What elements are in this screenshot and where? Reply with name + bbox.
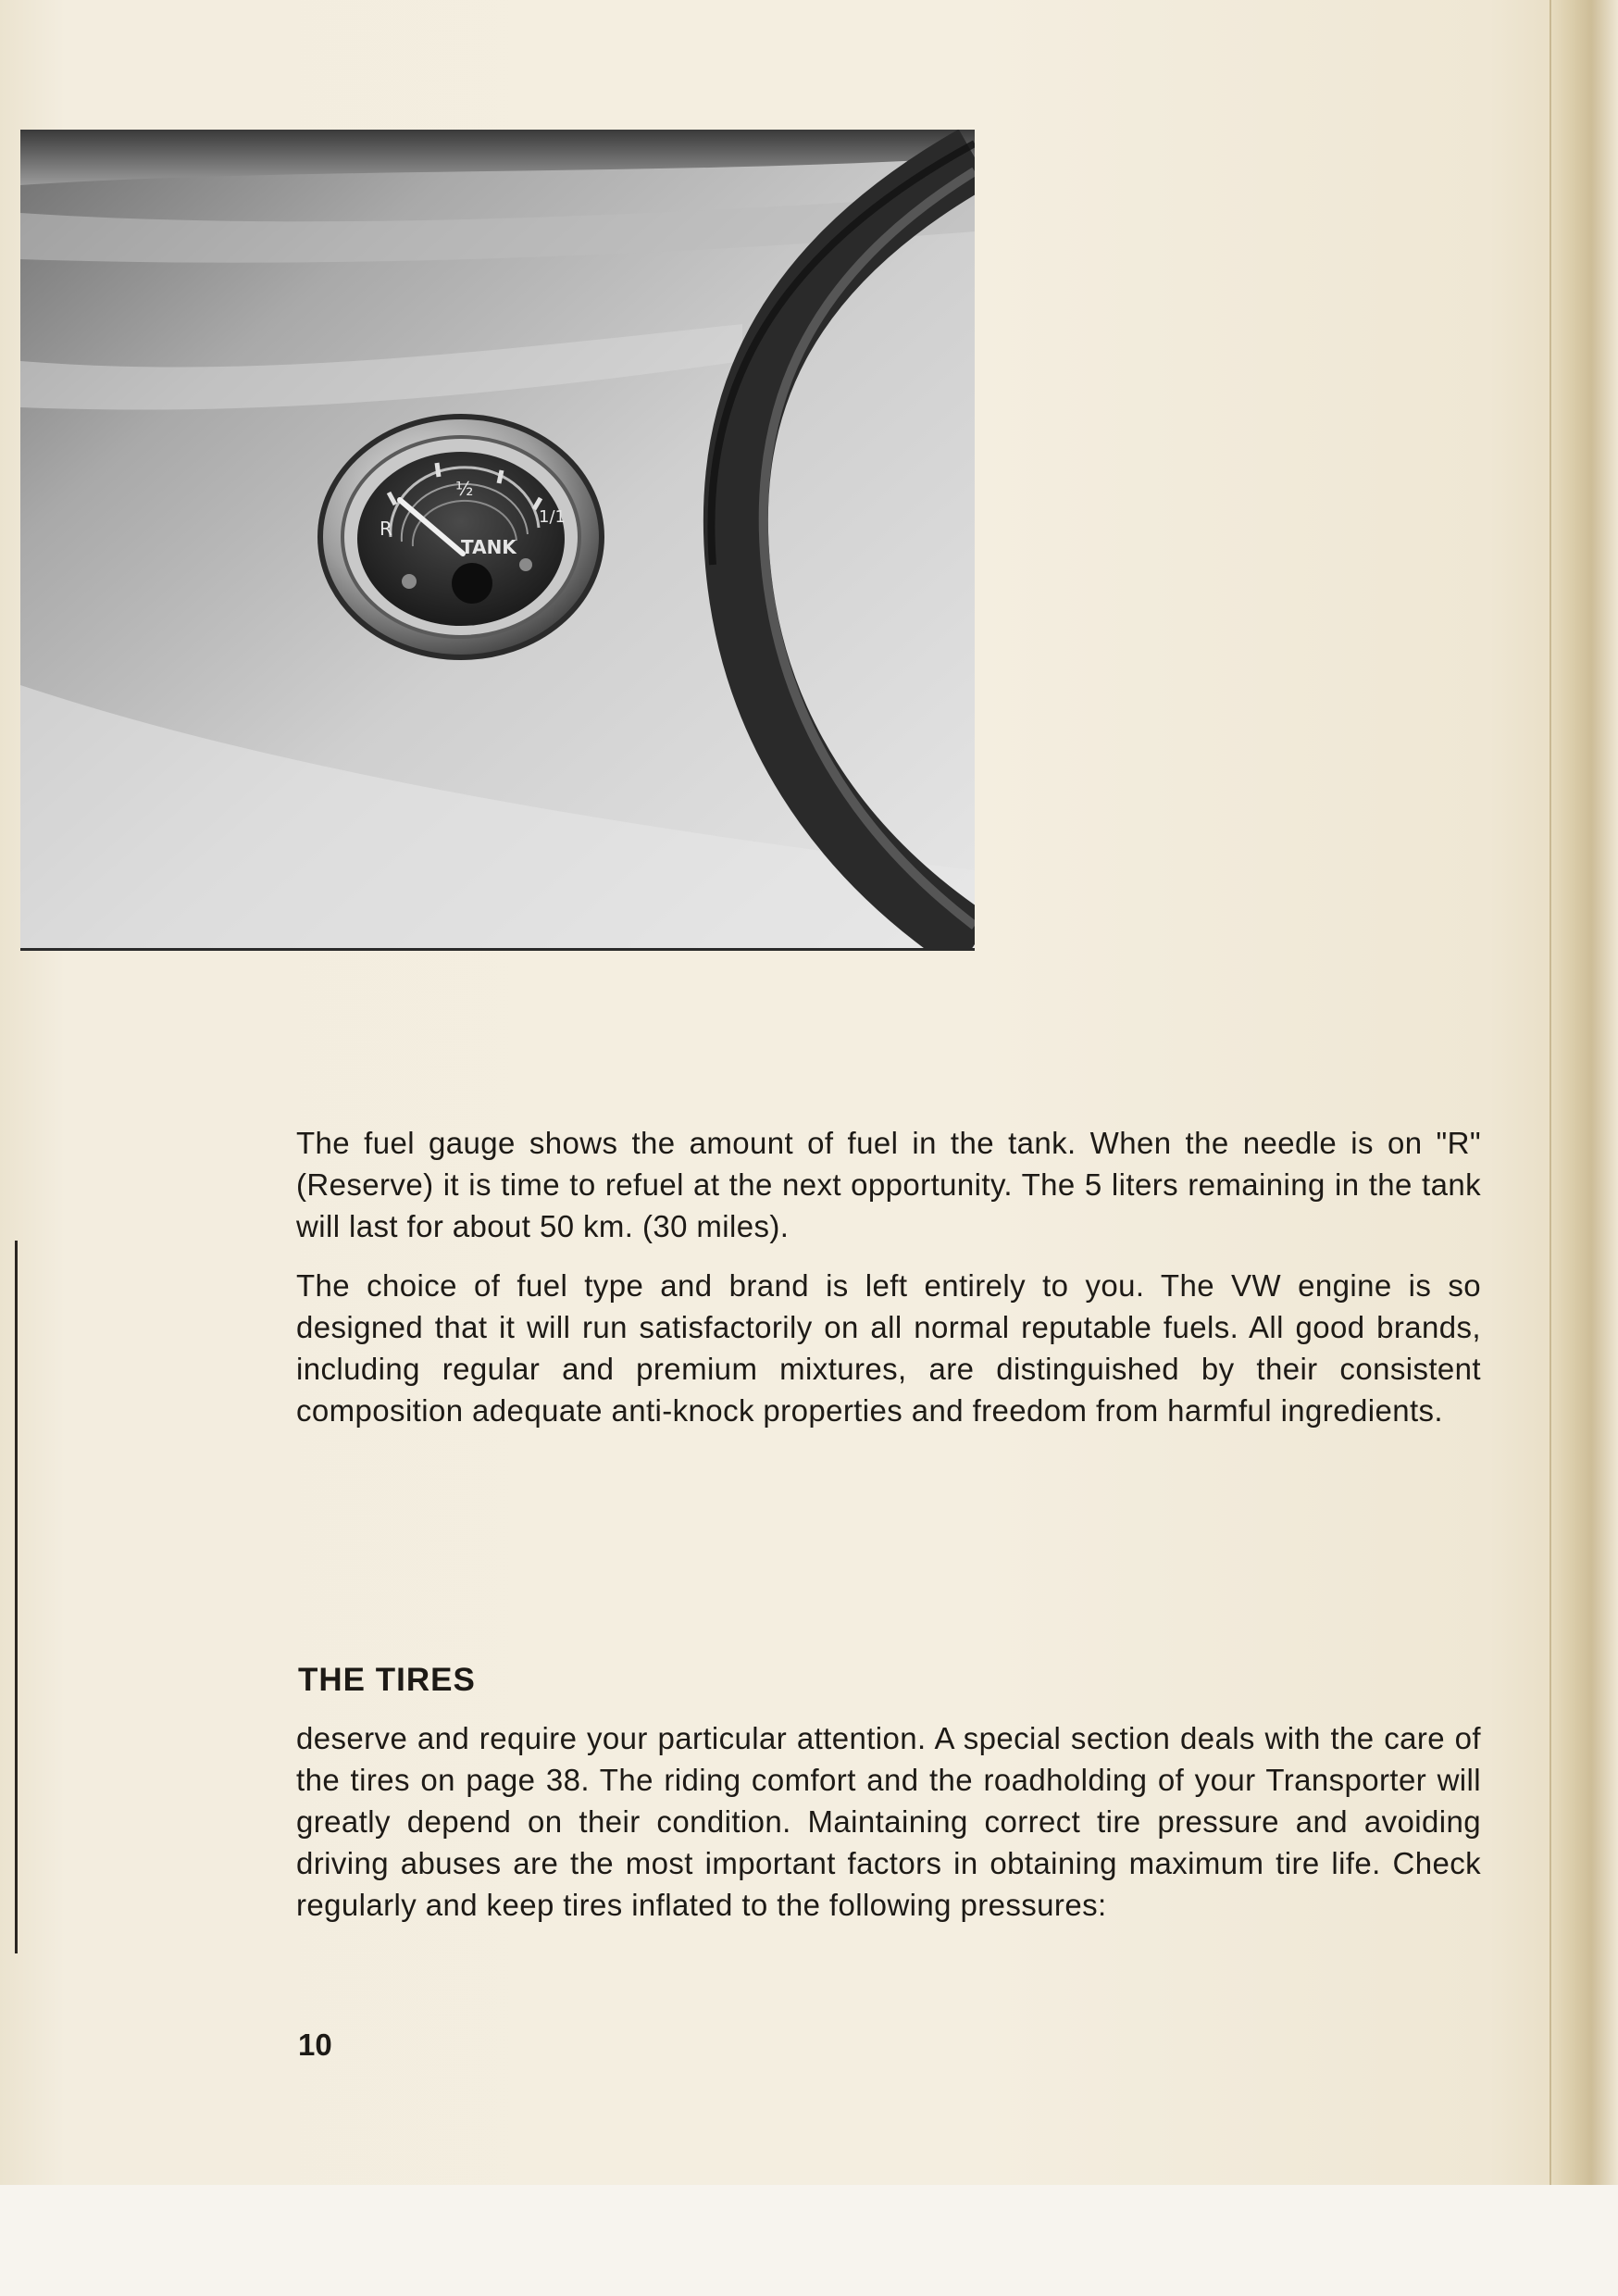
page-bottom-edge (0, 2185, 1618, 2296)
book-gutter (1550, 0, 1618, 2296)
fuel-gauge-icon (320, 417, 602, 657)
tires-paragraph: deserve and require your particular attention. A special section deals with the care of the tires on page 38. The riding comfort and the roadholding of your Transporter will greatly depend on their condition. Maintaining correct tire pressure and avoiding driving abuses are the most important factors in obtaining maximum tire life. Check regularly and keep tires inflated to the following pressures: (296, 1721, 1481, 1922)
fuel-choice-paragraph: The choice of fuel type and brand is left entirely to you. The VW engine is so designed that it will run satisfactorily on all normal reputable fuels. All good brands, including regular and premium mixtures, are distinguished by their consistent composition adequate anti-knock properties and freedom from harmful ingredients. (296, 1268, 1481, 1428)
section-heading-tires: THE TIRES (298, 1662, 476, 1698)
gauge-full-label: 1/1 (539, 507, 566, 527)
gauge-half-label: ½ (455, 478, 474, 500)
gauge-reserve-label: R (380, 518, 392, 540)
fuel-gauge-photo (20, 130, 975, 951)
page-number: 10 (298, 2028, 332, 2062)
left-edge-rule (15, 1241, 18, 1953)
gauge-tank-label: TANK (461, 536, 517, 558)
fuel-gauge-paragraph: The fuel gauge shows the amount of fuel in the tank. When the needle is on "R" (Reserve) it is time to refuel at the next opportunity. The 5 liters remaining in the tank will last for about 50 km. (30 miles). (296, 1126, 1481, 1243)
